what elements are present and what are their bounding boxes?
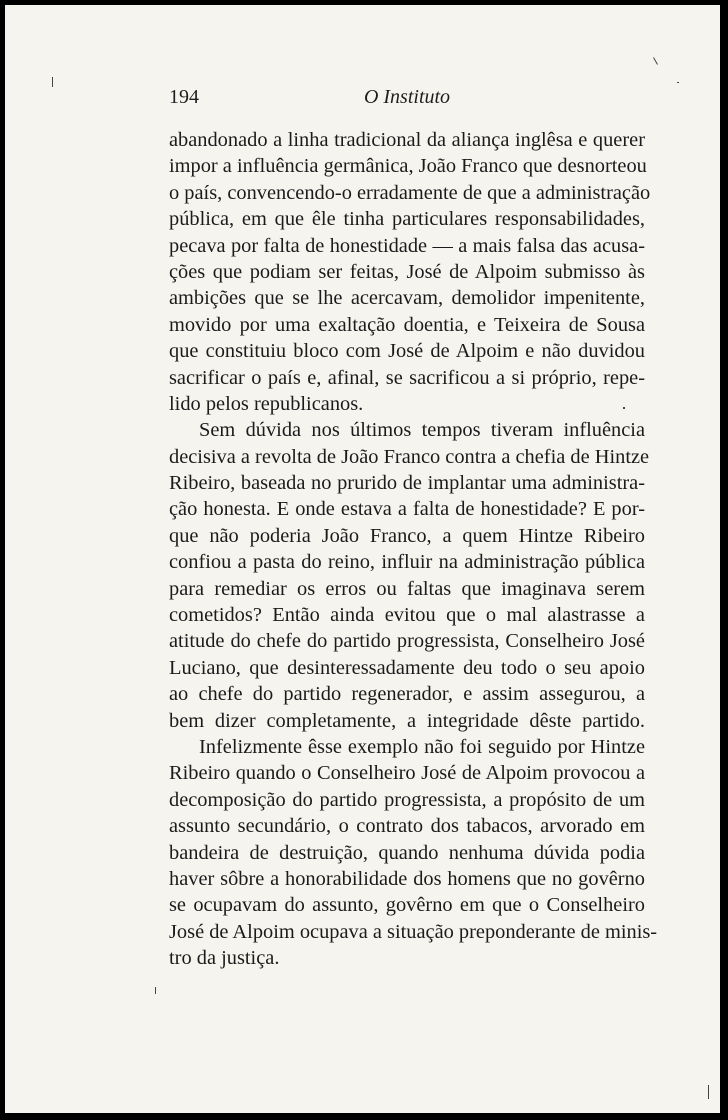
text-line: lido pelos republicanos. — [169, 392, 364, 415]
text-line: bem dizer completamente, a integridade dêste partido. — [169, 709, 645, 732]
text-line: Sem dúvida nos últimos tempos tiveram influência — [199, 419, 645, 442]
scan-speck — [653, 57, 658, 64]
text-line: bandeira de destruição, quando nenhuma dúvida podia — [169, 841, 645, 864]
text-line: Ribeiro, baseada no prurido de implantar uma administra- — [169, 472, 645, 495]
scan-speck — [623, 407, 625, 409]
text-line: para remediar os erros ou faltas que imaginava serem — [169, 577, 645, 600]
paragraph-1 — [169, 127, 651, 417]
text-line: atitude do chefe do partido progressista, Conselheiro José — [169, 630, 645, 653]
text-line: que constituiu bloco com José de Alpoim e não duvidou — [169, 340, 645, 363]
text-line: confiou a pasta do reino, influir na administração pública — [169, 551, 645, 574]
book-page — [5, 5, 720, 1113]
text-line: Infelizmente êsse exemplo não foi seguido por Hintze — [199, 735, 645, 758]
text-line: ambições que se lhe acercavam, demolidor impenitente, — [169, 287, 645, 310]
scan-speck — [155, 987, 156, 994]
text-line: Luciano, que desinteressadamente deu todo o seu apoio — [169, 656, 645, 679]
text-line: decisiva a revolta de João Franco contra a chefia de Hintze — [169, 445, 650, 468]
running-title: O Instituto — [363, 86, 451, 108]
text-line: se ocupavam do assunto, govêrno em que o Conselheiro — [169, 894, 645, 917]
text-line: haver sôbre a honorabilidade dos homens que no govêrno — [169, 867, 645, 890]
text-line: decomposição do partido progressista, a propósito de um — [169, 788, 645, 811]
paragraph-3 — [169, 734, 658, 972]
text-line: José de Alpoim ocupava a situação preponderante de minis- — [169, 920, 658, 943]
text-line: ções que podiam ser feitas, José de Alpoim submisso às — [169, 260, 645, 283]
text-line: abandonado a linha tradicional da aliança inglêsa e querer — [169, 129, 645, 151]
scan-speck — [708, 1085, 709, 1099]
page-number: 194 — [169, 86, 199, 108]
scan-speck — [677, 82, 679, 83]
paragraph-2 — [169, 417, 650, 734]
text-line: assunto secundário, o contrato dos tabacos, arvorado em — [169, 815, 645, 838]
running-head — [169, 86, 645, 116]
text-line: movido por uma exaltação doentia, e Teixeira de Sousa — [169, 313, 645, 336]
text-line: pública, em que êle tinha particulares responsabilidades, — [169, 208, 645, 231]
text-line: cometidos? Então ainda evitou que o mal alastrasse a — [169, 604, 645, 627]
body-text — [169, 127, 658, 972]
text-line: o país, convencendo-o erradamente de que a administração — [169, 181, 651, 204]
text-line: Ribeiro quando o Conselheiro José de Alpoim provocou a — [169, 762, 645, 785]
text-line: impor a influência germânica, João Franco que desnorteou — [169, 155, 647, 178]
text-line: ao chefe do partido regenerador, e assim assegurou, a — [169, 683, 645, 706]
text-line: que não poderia João Franco, a quem Hintze Ribeiro — [169, 524, 645, 547]
text-line: sacrificar o país e, afinal, se sacrificou a si próprio, repe- — [169, 366, 645, 389]
scan-speck — [52, 77, 53, 87]
text-line: pecava por falta de honestidade — a mais falsa das acusa- — [169, 234, 645, 257]
text-line: tro da justiça. — [169, 947, 280, 970]
text-line: ção honesta. E onde estava a falta de honestidade? E por- — [169, 498, 645, 521]
